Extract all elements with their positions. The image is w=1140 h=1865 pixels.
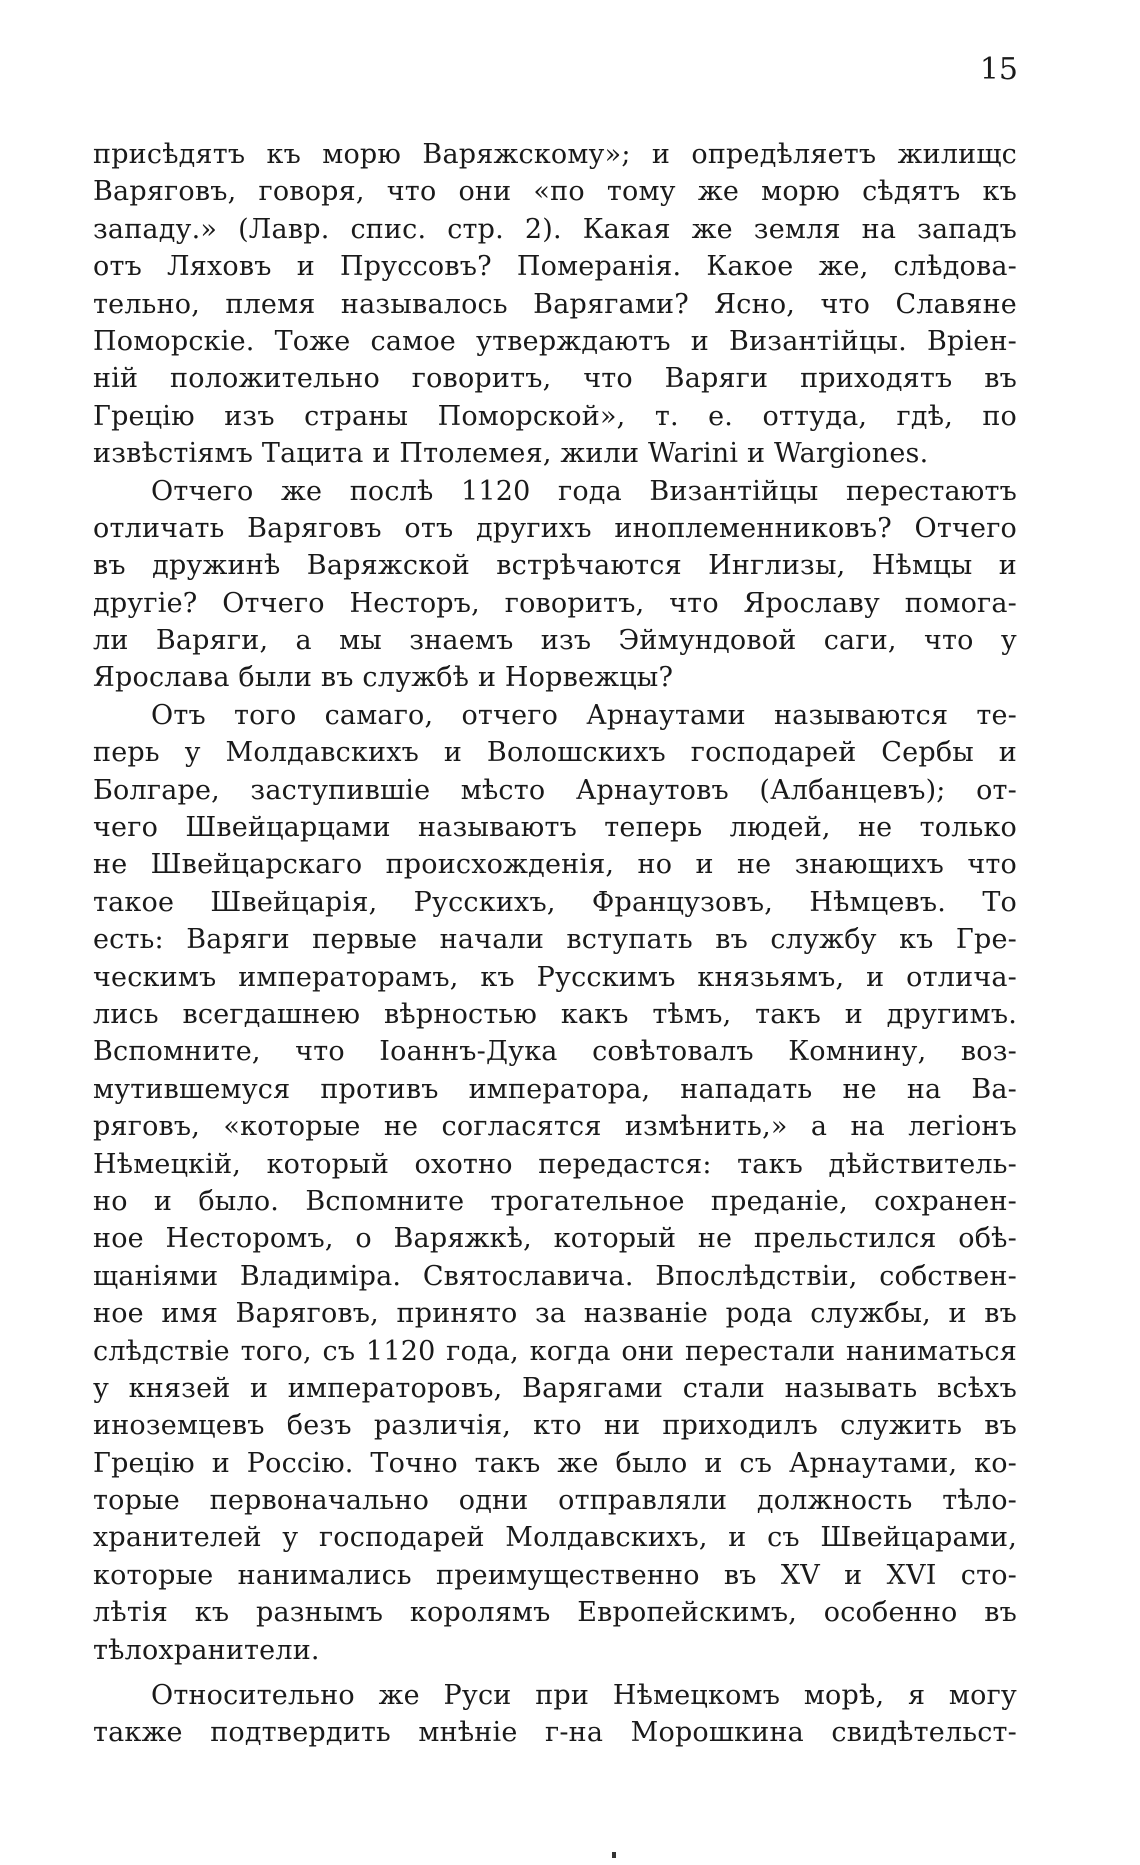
text-line: Нѣмецкій, который охотно передастся: такъ дѣйствитель- bbox=[93, 1148, 1017, 1180]
text-line: другіе? Отчего Несторъ, говоритъ, что Ярославу помога- bbox=[93, 587, 1017, 619]
body-text bbox=[93, 136, 1017, 1752]
text-line: иноземцевъ безъ различія, кто ни приходилъ служить въ bbox=[93, 1410, 1017, 1442]
text-line: ряговъ, «которые не согласятся измѣнить,» а на легіонъ bbox=[93, 1111, 1017, 1143]
text-line: извѣстіямъ Тацита и Птолемея, жили Warini и Wargiones. bbox=[93, 438, 929, 470]
text-line: Относительно же Руси при Нѣмецкомъ морѣ, я могу bbox=[151, 1680, 1017, 1712]
text-line: есть: Варяги первые начали вступать въ службу къ Гре- bbox=[93, 924, 1017, 956]
text-line: слѣдствіе того, съ 1120 года, когда они перестали наниматься bbox=[93, 1335, 1017, 1367]
text-line: у князей и императоровъ, Варягами стали называть всѣхъ bbox=[93, 1372, 1017, 1404]
page-number: 15 bbox=[979, 52, 1018, 87]
print-mark bbox=[612, 1852, 616, 1858]
text-line: въ дружинѣ Варяжской встрѣчаются Инглизы, Нѣмцы и bbox=[93, 550, 1017, 582]
text-line: ческимъ императорамъ, къ Русскимъ князьямъ, и отлича- bbox=[93, 961, 1017, 993]
text-line: ное имя Варяговъ, принято за названіе рода службы, и въ bbox=[93, 1298, 1017, 1330]
text-line: но и было. Вспомните трогательное преданіе, сохранен- bbox=[93, 1185, 1017, 1217]
text-line: щаніями Владиміра. Святославича. Впослѣдствіи, собствен- bbox=[93, 1260, 1017, 1292]
text-line: Болгаре, заступившіе мѣсто Арнаутовъ (Албанцевъ); от- bbox=[93, 774, 1017, 806]
text-line: хранителей у господарей Молдавскихъ, и съ Швейцарами, bbox=[93, 1522, 1017, 1554]
text-line: Варяговъ, говоря, что они «по тому же морю сѣдятъ къ bbox=[93, 176, 1017, 208]
text-line: чего Швейцарцами называютъ теперь людей, не только bbox=[93, 812, 1017, 844]
text-line: лѣтія къ разнымъ королямъ Европейскимъ, особенно въ bbox=[93, 1597, 1017, 1629]
text-line: тельно, племя называлось Варягами? Ясно, что Славяне bbox=[93, 288, 1017, 320]
text-line: лись всегдашнею вѣрностью какъ тѣмъ, такъ и другимъ. bbox=[93, 998, 1017, 1030]
text-line: Грецію и Россію. Точно такъ же было и съ Арнаутами, ко- bbox=[93, 1447, 1017, 1479]
text-line: Отъ того самаго, отчего Арнаутами называются те- bbox=[151, 699, 1017, 731]
text-line: ній положительно говоритъ, что Варяги приходятъ въ bbox=[93, 363, 1017, 395]
text-line: Ярослава были въ службѣ и Норвежцы? bbox=[93, 662, 674, 694]
text-line: присѣдятъ къ морю Варяжскому»; и опредѣляетъ жилищс bbox=[93, 139, 1017, 170]
text-line: мутившемуся противъ императора, нападать не на Ва- bbox=[93, 1073, 1017, 1105]
text-line: такое Швейцарія, Русскихъ, Французовъ, Нѣмцевъ. То bbox=[93, 886, 1017, 918]
text-line: отъ Ляховъ и Пруссовъ? Померанія. Какое же, слѣдова- bbox=[93, 251, 1017, 283]
text-line: Грецію изъ страны Поморской», т. е. оттуда, гдѣ, по bbox=[93, 400, 1017, 432]
text-line: ли Варяги, а мы знаемъ изъ Эймундовой саги, что у bbox=[93, 625, 1017, 657]
text-line: Поморскіе. Тоже самое утверждаютъ и Византійцы. Вріен- bbox=[93, 325, 1017, 357]
text-line: ное Несторомъ, о Варяжкѣ, который не прельстился обѣ- bbox=[93, 1223, 1017, 1255]
text-line: западу.» (Лавр. спис. стр. 2). Какая же земля на западъ bbox=[93, 213, 1017, 245]
text-line: которые нанимались преимущественно въ XV и XVI сто- bbox=[93, 1559, 1017, 1591]
text-line: также подтвердить мнѣніе г-на Морошкина свидѣтельст- bbox=[93, 1717, 1017, 1749]
text-line: отличать Варяговъ отъ другихъ иноплеменниковъ? Отчего bbox=[93, 512, 1017, 544]
text-line: Вспомните, что Іоаннъ-Дука совѣтовалъ Комнину, воз- bbox=[93, 1036, 1017, 1068]
text-line: торые первоначально одни отправляли должность тѣло- bbox=[93, 1485, 1017, 1517]
text-line: перь у Молдавскихъ и Волошскихъ господарей Сербы и bbox=[93, 737, 1017, 769]
text-line: не Швейцарскаго происхожденія, но и не знающихъ что bbox=[93, 849, 1017, 881]
text-line: Отчего же послѣ 1120 года Византійцы перестаютъ bbox=[151, 475, 1017, 507]
text-line: тѣлохранители. bbox=[93, 1634, 320, 1666]
